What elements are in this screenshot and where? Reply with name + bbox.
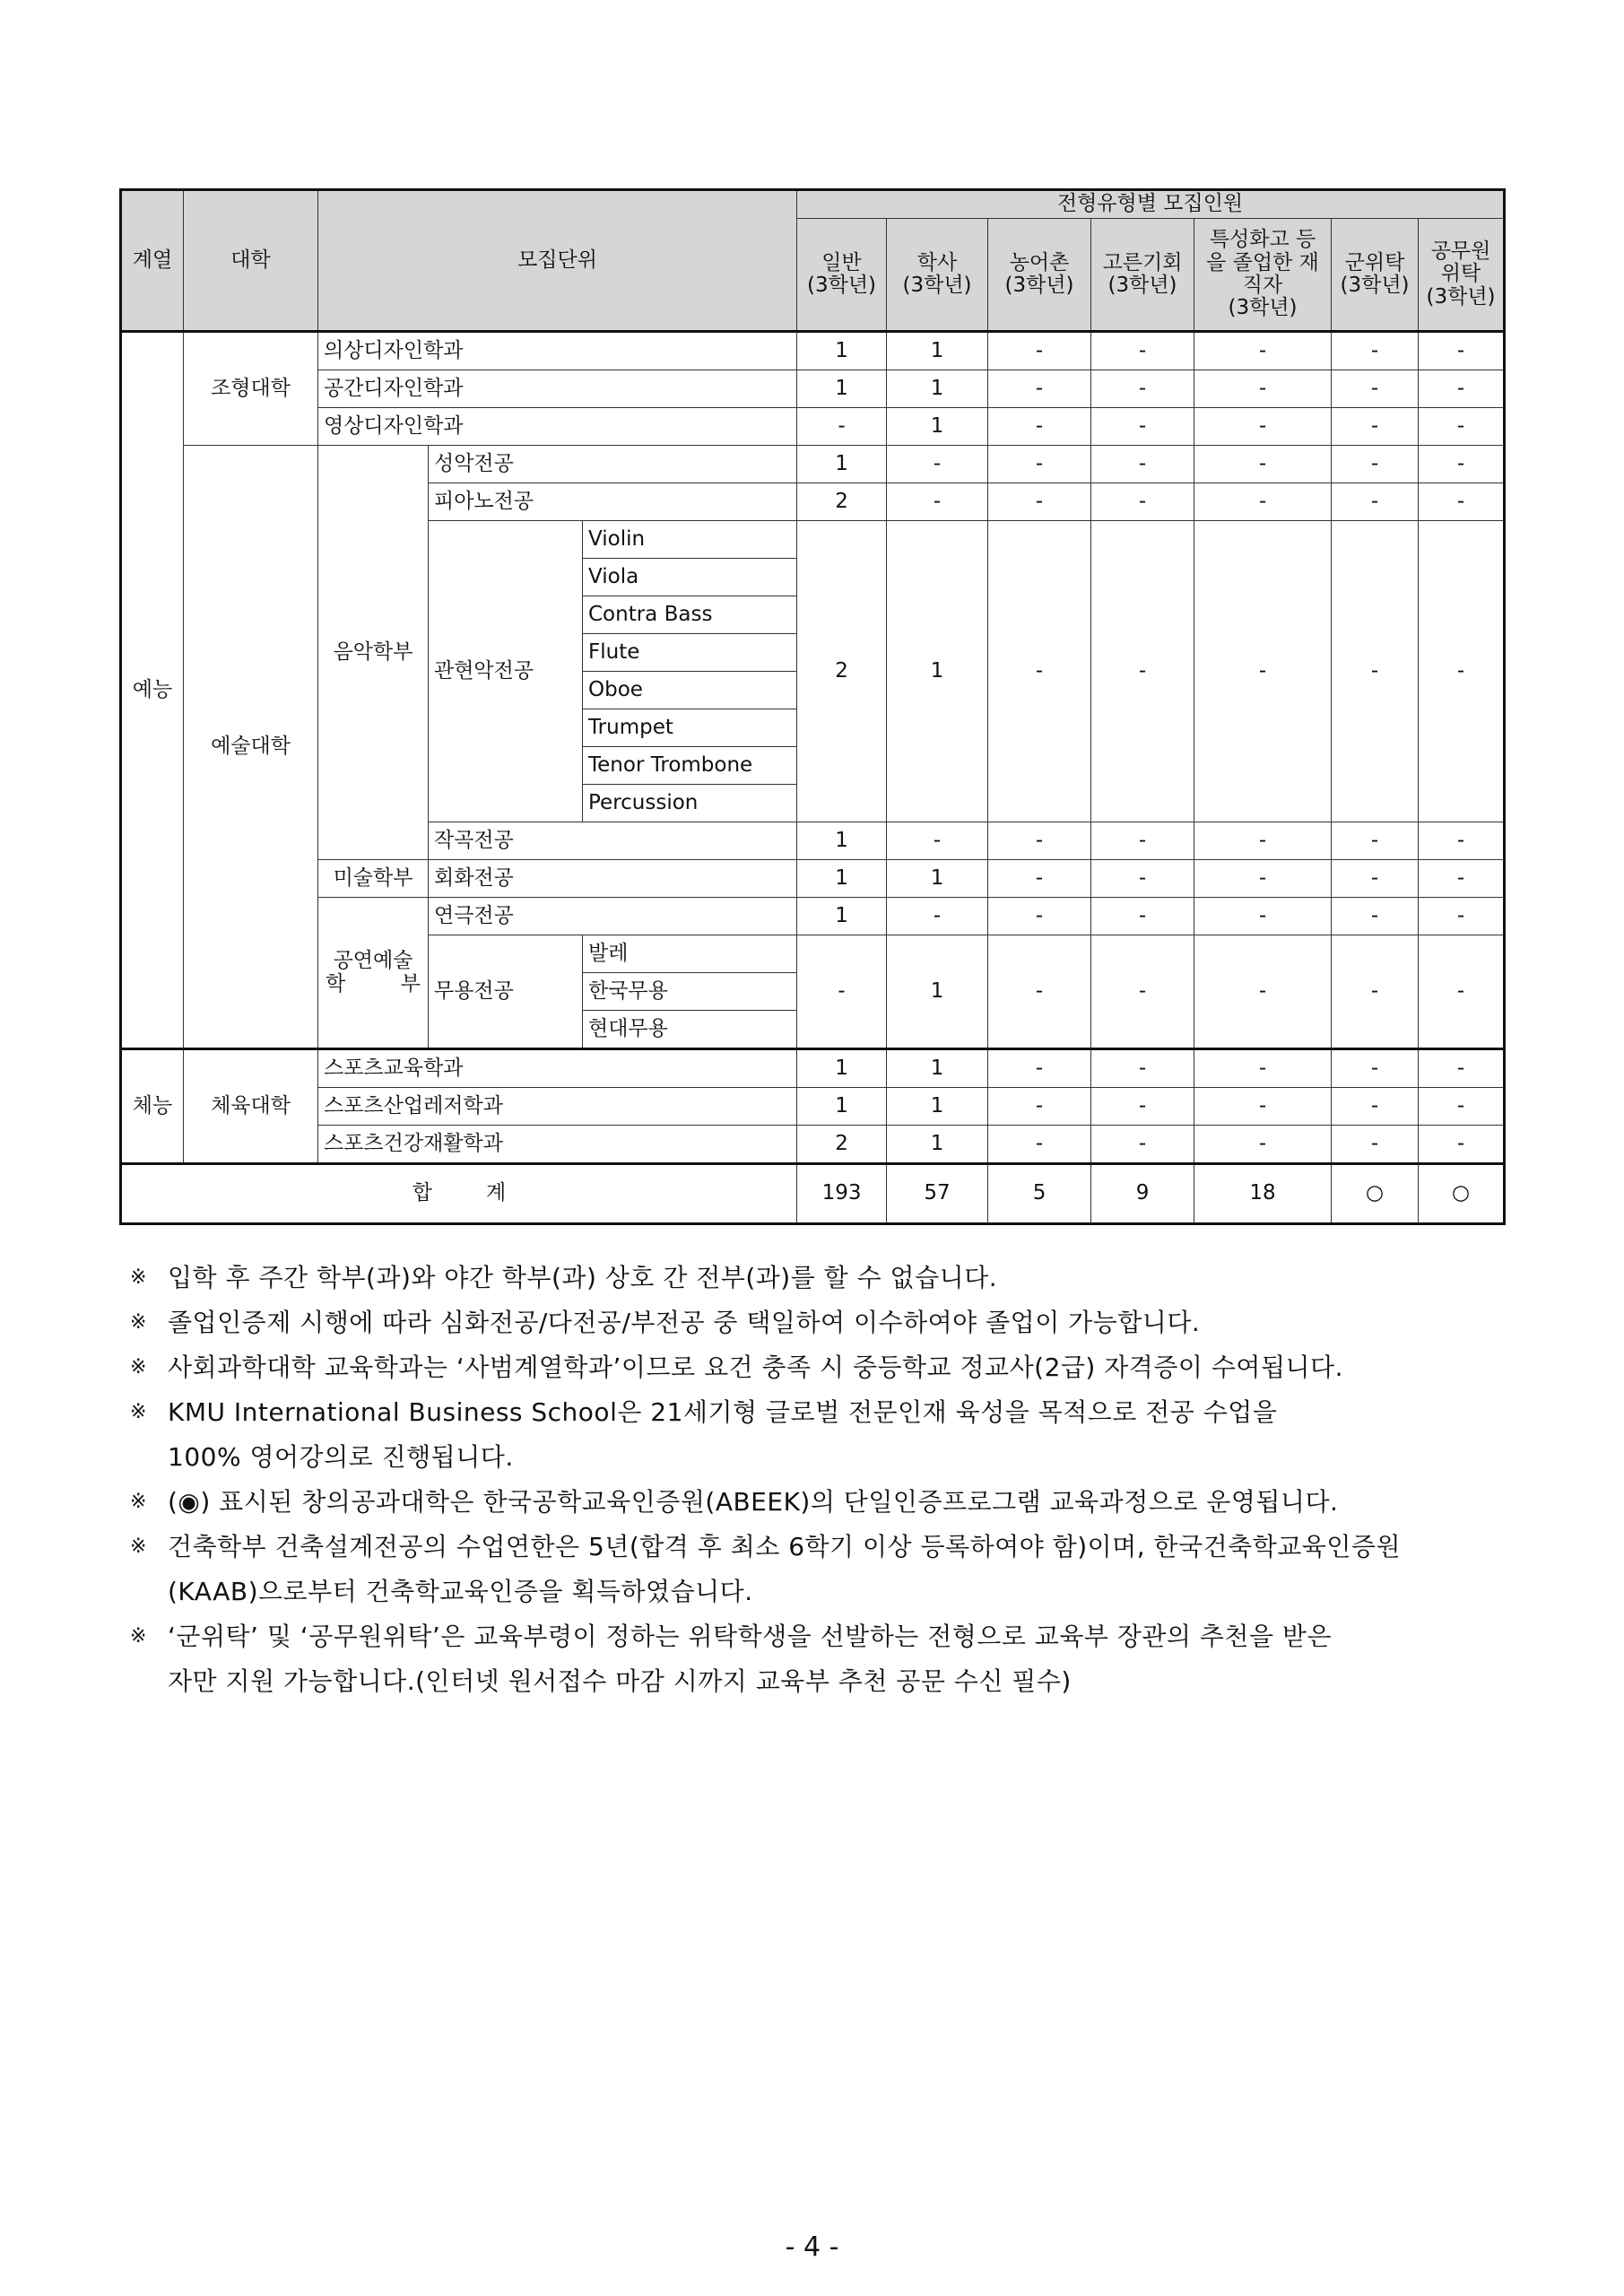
quota-cell: - bbox=[1091, 898, 1194, 935]
quota-cell: 1 bbox=[797, 370, 887, 408]
header-group-title: 전형유형별 모집인원 bbox=[797, 190, 1505, 219]
college-sports: 체육대학 bbox=[184, 1049, 318, 1164]
quota-cell: 1 bbox=[797, 446, 887, 483]
note-text: 입학 후 주간 학부(과)와 야간 학부(과) 상호 간 전부(과)를 할 수 없습니다. bbox=[168, 1263, 998, 1292]
quota-cell: 1 bbox=[887, 935, 988, 1049]
quota-cell: - bbox=[1091, 860, 1194, 898]
quota-cell: - bbox=[1194, 935, 1332, 1049]
quota-cell: - bbox=[988, 446, 1091, 483]
quota-cell: - bbox=[988, 1088, 1091, 1126]
quota-cell: - bbox=[1194, 860, 1332, 898]
quota-cell: 1 bbox=[797, 1088, 887, 1126]
quota-cell: - bbox=[1091, 521, 1194, 822]
total-cell: 9 bbox=[1091, 1164, 1194, 1224]
table-row bbox=[121, 408, 1505, 446]
note-item bbox=[130, 1614, 1511, 1704]
quota-cell: 1 bbox=[887, 408, 988, 446]
unit-name: 스포츠교육학과 bbox=[318, 1049, 797, 1088]
header-category: 계열 bbox=[121, 190, 184, 332]
quota-cell: 2 bbox=[797, 1126, 887, 1164]
quota-cell: - bbox=[1332, 408, 1419, 446]
quota-cell: 1 bbox=[887, 1088, 988, 1126]
header-type-label: 일반 bbox=[821, 250, 862, 274]
header-type-5 bbox=[1332, 219, 1419, 332]
quota-cell: - bbox=[988, 822, 1091, 860]
quota-cell: - bbox=[1419, 1126, 1505, 1164]
division-music: 음악학부 bbox=[318, 446, 429, 860]
table-row bbox=[121, 1049, 1505, 1088]
quota-cell: - bbox=[887, 898, 988, 935]
header-type-grade: (3학년) bbox=[807, 274, 877, 297]
note-text: (◉) 표시된 창의공과대학은 한국공학교육인증원(ABEEK)의 단일인증프로그램 교육과정으로 운영됩니다. bbox=[168, 1487, 1339, 1517]
note-item bbox=[130, 1480, 1511, 1525]
unit-name: 스포츠건강재활학과 bbox=[318, 1126, 797, 1164]
header-college: 대학 bbox=[184, 190, 318, 332]
quota-cell: - bbox=[1419, 1088, 1505, 1126]
quota-cell: 1 bbox=[797, 822, 887, 860]
header-type-1 bbox=[887, 219, 988, 332]
total-cell: 193 bbox=[797, 1164, 887, 1224]
quota-cell: - bbox=[1419, 935, 1505, 1049]
total-label-a: 합 bbox=[412, 1181, 432, 1205]
note-item bbox=[130, 1525, 1511, 1614]
unit-name: 연극전공 bbox=[429, 898, 797, 935]
quota-cell: - bbox=[1332, 898, 1419, 935]
quota-cell: - bbox=[1194, 332, 1332, 370]
category-arts: 예능 bbox=[121, 332, 184, 1049]
unit-name: 공간디자인학과 bbox=[318, 370, 797, 408]
table-body bbox=[121, 332, 1505, 1224]
header-type-label: 특성화고 등을 졸업한 재직자 bbox=[1206, 228, 1319, 297]
header-unit: 모집단위 bbox=[318, 190, 797, 332]
quota-cell: - bbox=[1091, 332, 1194, 370]
table-row bbox=[121, 332, 1505, 370]
quota-cell: - bbox=[988, 370, 1091, 408]
quota-cell: 2 bbox=[797, 521, 887, 822]
header-type-6 bbox=[1419, 219, 1505, 332]
header-type-label: 공무원 위탁 bbox=[1430, 239, 1491, 286]
quota-cell: 2 bbox=[797, 483, 887, 521]
major-dance: 무용전공 bbox=[429, 935, 583, 1049]
note-text: KMU International Business School은 21세기형 글로벌 전문인재 육성을 목적으로 전공 수업을 100% 영어강의로 진행됩니다. bbox=[168, 1397, 1278, 1472]
total-cell: 5 bbox=[988, 1164, 1091, 1224]
quota-cell: - bbox=[1091, 1049, 1194, 1088]
header-type-grade: (3학년) bbox=[1107, 274, 1177, 297]
table-row bbox=[121, 860, 1505, 898]
quota-cell: - bbox=[1091, 1088, 1194, 1126]
quota-cell: - bbox=[1419, 1049, 1505, 1088]
header-type-3 bbox=[1091, 219, 1194, 332]
unit-name: 영상디자인학과 bbox=[318, 408, 797, 446]
note-item bbox=[130, 1300, 1511, 1345]
quota-cell: - bbox=[1419, 370, 1505, 408]
quota-cell: - bbox=[988, 483, 1091, 521]
total-label bbox=[121, 1164, 797, 1224]
quota-cell: - bbox=[1332, 935, 1419, 1049]
header-type-0 bbox=[797, 219, 887, 332]
quota-cell: - bbox=[1419, 521, 1505, 822]
major-orchestral: 관현악전공 bbox=[429, 521, 583, 822]
dance-sub-name: 한국무용 bbox=[583, 973, 797, 1011]
quota-cell: - bbox=[887, 483, 988, 521]
quota-cell: - bbox=[988, 408, 1091, 446]
total-cell: 57 bbox=[887, 1164, 988, 1224]
page-number: - 4 - bbox=[785, 2231, 839, 2263]
quota-cell: - bbox=[1419, 483, 1505, 521]
quota-cell: - bbox=[1332, 822, 1419, 860]
division-char: 학 bbox=[326, 971, 346, 996]
quota-cell: - bbox=[1091, 822, 1194, 860]
instrument-name: Violin bbox=[583, 521, 797, 559]
header-type-label: 고른기회 bbox=[1102, 250, 1183, 274]
reference-mark-icon: ※ bbox=[130, 1266, 147, 1289]
quota-cell: - bbox=[1419, 860, 1505, 898]
quota-cell: 1 bbox=[797, 860, 887, 898]
header-type-2 bbox=[988, 219, 1091, 332]
header-type-grade: (3학년) bbox=[1228, 296, 1298, 320]
quota-cell: - bbox=[1091, 370, 1194, 408]
table-row bbox=[121, 1126, 1505, 1164]
quota-cell: 1 bbox=[887, 370, 988, 408]
quota-cell: - bbox=[1332, 483, 1419, 521]
quota-cell: - bbox=[1332, 1126, 1419, 1164]
quota-cell: - bbox=[1419, 822, 1505, 860]
quota-cell: - bbox=[1332, 860, 1419, 898]
quota-cell: - bbox=[1419, 408, 1505, 446]
quota-cell: - bbox=[988, 935, 1091, 1049]
notes-list bbox=[130, 1256, 1511, 1704]
header-type-grade: (3학년) bbox=[1004, 274, 1074, 297]
quota-cell: - bbox=[1332, 332, 1419, 370]
dance-sub-name: 발레 bbox=[583, 935, 797, 973]
table-header bbox=[121, 190, 1505, 332]
note-text: 졸업인증제 시행에 따라 심화전공/다전공/부전공 중 택일하여 이수하여야 졸업이 가능합니다. bbox=[168, 1308, 1201, 1337]
quota-cell: - bbox=[1419, 898, 1505, 935]
note-item bbox=[130, 1345, 1511, 1390]
unit-name: 피아노전공 bbox=[429, 483, 797, 521]
reference-mark-icon: ※ bbox=[130, 1491, 147, 1513]
quota-cell: - bbox=[988, 898, 1091, 935]
quota-cell: - bbox=[1194, 822, 1332, 860]
instrument-name: Tenor Trombone bbox=[583, 747, 797, 785]
note-text: 건축학부 건축설계전공의 수업연한은 5년(합격 후 최소 6학기 이상 등록하여야 함)이며, 한국건축학교육인증원 (KAAB)으로부터 건축학교육인증을 획득하였습니다. bbox=[168, 1532, 1401, 1606]
quota-cell: - bbox=[1091, 935, 1194, 1049]
unit-name: 의상디자인학과 bbox=[318, 332, 797, 370]
quota-cell: - bbox=[1332, 1049, 1419, 1088]
reference-mark-icon: ※ bbox=[130, 1356, 147, 1378]
unit-name: 작곡전공 bbox=[429, 822, 797, 860]
table-row bbox=[121, 898, 1505, 935]
quota-cell: 1 bbox=[797, 898, 887, 935]
quota-cell: - bbox=[797, 408, 887, 446]
instrument-name: Oboe bbox=[583, 672, 797, 709]
quota-cell: - bbox=[1332, 446, 1419, 483]
quota-cell: - bbox=[1194, 370, 1332, 408]
total-cell: ○ bbox=[1419, 1164, 1505, 1224]
quota-cell: - bbox=[1091, 446, 1194, 483]
header-type-label: 농어촌 bbox=[1009, 250, 1070, 274]
division-label-2 bbox=[324, 973, 422, 996]
instrument-name: Percussion bbox=[583, 785, 797, 822]
instrument-name: Contra Bass bbox=[583, 596, 797, 634]
quota-cell: - bbox=[1194, 1126, 1332, 1164]
note-item bbox=[130, 1256, 1511, 1300]
quota-cell: - bbox=[1332, 1088, 1419, 1126]
quota-cell: - bbox=[1419, 332, 1505, 370]
total-label-b: 계 bbox=[486, 1181, 507, 1205]
division-label: 공연예술 bbox=[333, 949, 413, 973]
reference-mark-icon: ※ bbox=[130, 1401, 147, 1423]
quota-cell: - bbox=[1194, 1049, 1332, 1088]
header-type-grade: (3학년) bbox=[902, 274, 972, 297]
total-cell: ○ bbox=[1332, 1164, 1419, 1224]
quota-cell: - bbox=[988, 521, 1091, 822]
quota-cell: - bbox=[988, 332, 1091, 370]
unit-name: 회화전공 bbox=[429, 860, 797, 898]
dance-sub-name: 현대무용 bbox=[583, 1011, 797, 1049]
quota-cell: - bbox=[1194, 1088, 1332, 1126]
quota-cell: - bbox=[1194, 483, 1332, 521]
instrument-name: Flute bbox=[583, 634, 797, 672]
instrument-name: Trumpet bbox=[583, 709, 797, 747]
table-row bbox=[121, 370, 1505, 408]
header-type-label: 군위탁 bbox=[1344, 250, 1405, 274]
reference-mark-icon: ※ bbox=[130, 1535, 147, 1558]
quota-cell: 1 bbox=[887, 860, 988, 898]
college-design: 조형대학 bbox=[184, 332, 318, 446]
unit-name: 성악전공 bbox=[429, 446, 797, 483]
quota-cell: - bbox=[1419, 446, 1505, 483]
quota-cell: - bbox=[988, 860, 1091, 898]
quota-cell: - bbox=[1194, 446, 1332, 483]
header-type-4 bbox=[1194, 219, 1332, 332]
quota-cell: - bbox=[1332, 521, 1419, 822]
quota-cell: - bbox=[1194, 898, 1332, 935]
quota-cell: - bbox=[797, 935, 887, 1049]
reference-mark-icon: ※ bbox=[130, 1625, 147, 1648]
quota-cell: - bbox=[1194, 521, 1332, 822]
quota-cell: 1 bbox=[887, 521, 988, 822]
note-item bbox=[130, 1390, 1511, 1480]
header-type-grade: (3학년) bbox=[1426, 284, 1496, 309]
quota-cell: 1 bbox=[887, 332, 988, 370]
quota-cell: - bbox=[1332, 370, 1419, 408]
quota-cell: - bbox=[1091, 408, 1194, 446]
quota-cell: - bbox=[1194, 408, 1332, 446]
instrument-name: Viola bbox=[583, 559, 797, 596]
division-performing-arts bbox=[318, 898, 429, 1049]
quota-cell: 1 bbox=[797, 1049, 887, 1088]
division-fine-arts: 미술학부 bbox=[318, 860, 429, 898]
quota-cell: - bbox=[1091, 1126, 1194, 1164]
header-type-grade: (3학년) bbox=[1340, 274, 1410, 297]
note-text: ‘군위탁’ 및 ‘공무원위탁’은 교육부령이 정하는 위탁학생을 선발하는 전형으로 교육부 장관의 추천을 받은 자만 지원 가능합니다.(인터넷 원서접수 마감 시까지 교육부 추천 공문 수신 필수) bbox=[168, 1622, 1333, 1696]
header-type-label: 학사 bbox=[916, 250, 958, 274]
quota-cell: - bbox=[988, 1049, 1091, 1088]
total-cell: 18 bbox=[1194, 1164, 1332, 1224]
quota-cell: - bbox=[988, 1126, 1091, 1164]
table-row bbox=[121, 1088, 1505, 1126]
quota-cell: - bbox=[1091, 483, 1194, 521]
unit-name: 스포츠산업레저학과 bbox=[318, 1088, 797, 1126]
table-row bbox=[121, 446, 1505, 483]
admission-quota-table bbox=[119, 188, 1506, 1225]
quota-cell: - bbox=[887, 822, 988, 860]
division-char: 부 bbox=[400, 971, 421, 996]
quota-cell: 1 bbox=[887, 1126, 988, 1164]
quota-cell: 1 bbox=[887, 1049, 988, 1088]
note-text: 사회과학대학 교육학과는 ‘사범계열학과’이므로 요건 충족 시 중등학교 정교사(2급) 자격증이 수여됩니다. bbox=[168, 1352, 1343, 1382]
quota-cell: - bbox=[887, 446, 988, 483]
table-row bbox=[121, 1164, 1505, 1224]
quota-cell: 1 bbox=[797, 332, 887, 370]
reference-mark-icon: ※ bbox=[130, 1311, 147, 1334]
category-physical: 체능 bbox=[121, 1049, 184, 1164]
college-arts: 예술대학 bbox=[184, 446, 318, 1049]
